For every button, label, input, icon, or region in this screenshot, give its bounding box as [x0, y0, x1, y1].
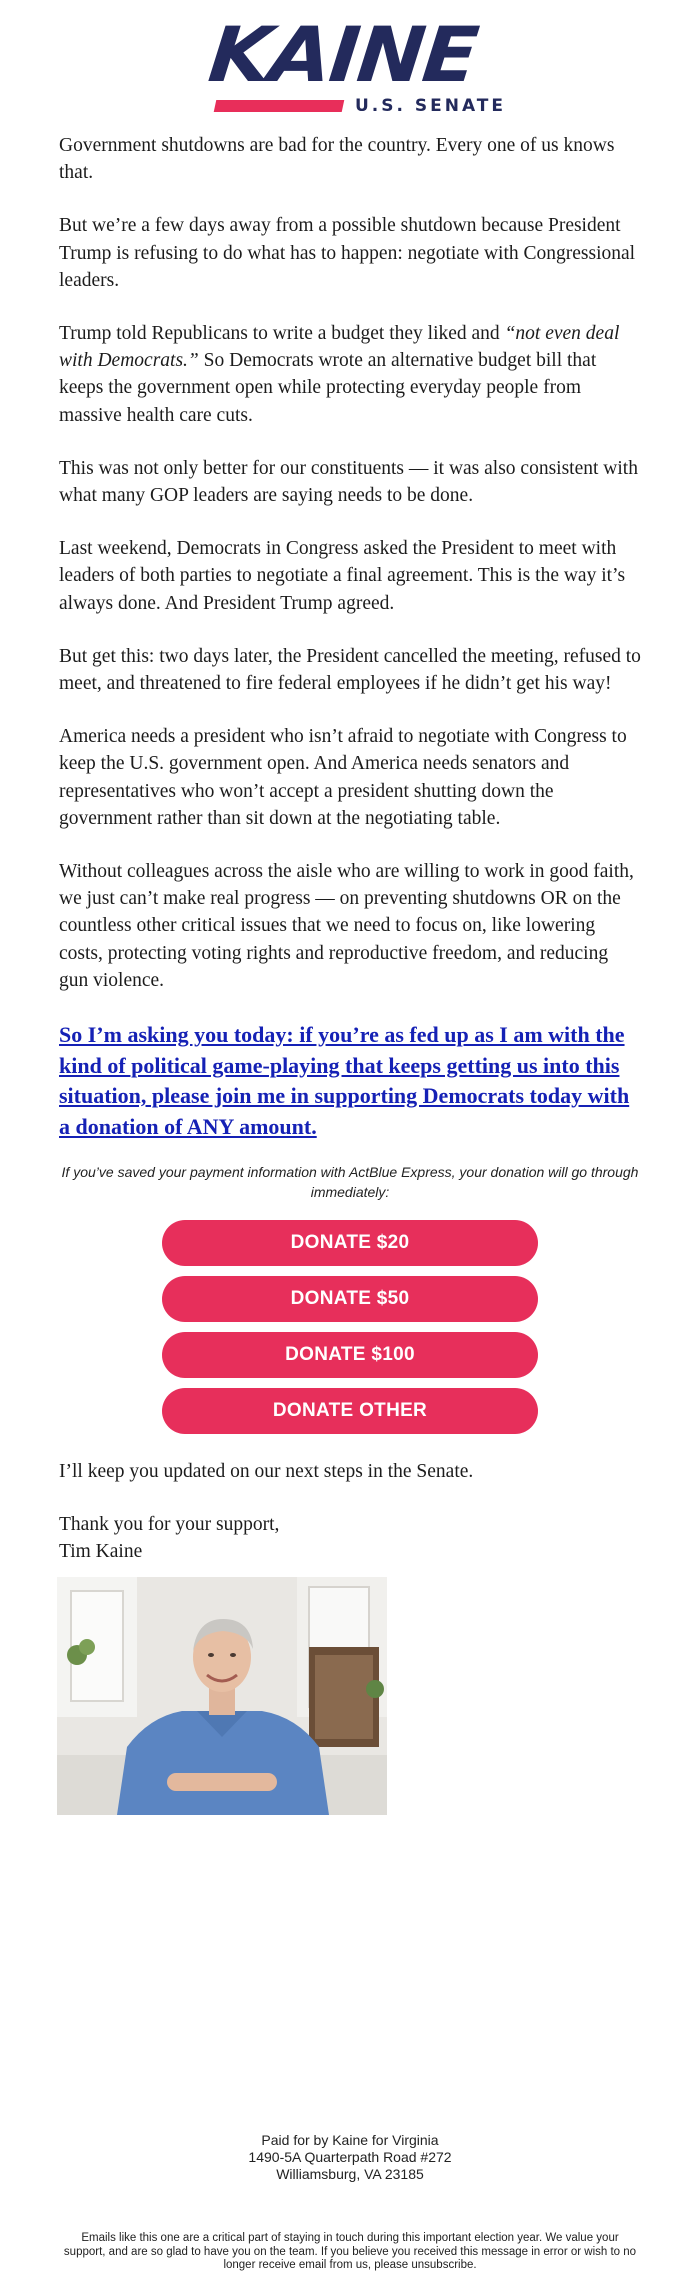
- logo-accent-bar: [214, 100, 345, 112]
- address-line-1: 1490-5A Quarterpath Road #272: [248, 2149, 452, 2165]
- paragraph-4: This was not only better for our constituents — it was also consistent with what many GOP leaders are saying needs to be done.: [59, 457, 638, 507]
- footer-disclaimer: [0, 2132, 700, 2183]
- donation-ask-link[interactable]: So I’m asking you today: if you’re as fed up as I am with the kind of political game-playing that keeps getting us into this situation, please join me in supporting Democrats today with a donation of ANY amount.: [59, 1022, 630, 1139]
- signature: Tim Kaine: [59, 1541, 143, 1563]
- update-line: I’ll keep you updated on our next steps in the Senate.: [59, 1461, 474, 1483]
- logo-wordmark: KAINE: [204, 10, 481, 99]
- donate-50-button[interactable]: DONATE $50: [162, 1276, 538, 1322]
- donate-20-button[interactable]: DONATE $20: [162, 1220, 538, 1266]
- fine-print: Emails like this one are a critical part of staying in touch during this important election year. We value your support, and are so glad to have you on the team. If you believe you received this message in error or wish to no longer receive email from us, please unsubscribe.: [63, 2232, 637, 2271]
- paragraph-7: America needs a president who isn’t afraid to negotiate with Congress to keep the U.S. government open. And America needs senators and representatives who won’t accept a president shutting down the government rather than sit down at the negotiating table.: [59, 726, 627, 829]
- paragraph-3: [59, 320, 641, 429]
- email-body: [59, 132, 641, 1566]
- tim-kaine-photo: [57, 1577, 387, 1815]
- paragraph-3-end: So Democrats wrote an alternative budget bill that keeps the government open while protecting everyday people from massive health care cuts.: [59, 350, 597, 426]
- address-line-2: Williamsburg, VA 23185: [276, 2166, 424, 2182]
- kaine-senate-logo: [204, 10, 507, 118]
- actblue-express-note: If you’ve saved your payment information with ActBlue Express, your donation will go through immediately:: [61, 1164, 639, 1201]
- donate-100-button[interactable]: DONATE $100: [162, 1332, 538, 1378]
- paragraph-2: But we’re a few days away from a possible shutdown because President Trump is refusing to do what has to happen: negotiate with Congressional leaders.: [59, 215, 636, 291]
- paragraph-6: But get this: two days later, the President cancelled the meeting, refused to meet, and threatened to fire federal employees if he didn’t get his way!: [59, 645, 641, 695]
- donate-button-group: [162, 1220, 538, 1434]
- sign-off: [59, 1511, 641, 1565]
- paragraph-1: Government shutdowns are bad for the country. Every one of us knows that.: [59, 135, 615, 184]
- paragraph-8: Without colleagues across the aisle who are willing to work in good faith, we just can’t make real progress — on preventing shutdowns OR on the countless other critical issues that we need to focus on, like lowering costs, protecting voting rights and reproductive freedom, and reducing gun violence.: [59, 861, 634, 991]
- donate-other-button[interactable]: DONATE OTHER: [162, 1388, 538, 1434]
- paragraph-3-quote: “not even deal with Democrats.”: [59, 323, 620, 372]
- logo-subtitle: U.S. SENATE: [355, 96, 507, 116]
- thanks-line: Thank you for your support,: [59, 1514, 280, 1536]
- paragraph-3-start: Trump told Republicans to write a budget they liked and: [59, 323, 505, 345]
- paid-for-line: Paid for by Kaine for Virginia: [261, 2132, 439, 2148]
- paragraph-5: Last weekend, Democrats in Congress asked the President to meet with leaders of both parties to negotiate a final agreement. This is the way it’s always done. And President Trump agreed.: [59, 538, 626, 614]
